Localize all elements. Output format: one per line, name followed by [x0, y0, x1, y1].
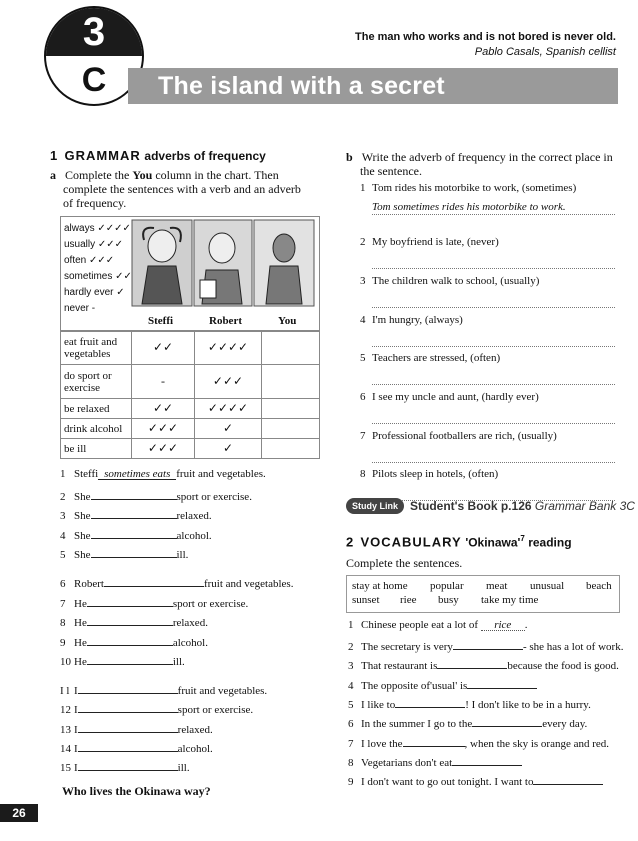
part-b-text-1: Write the adverb of frequency in the correct place in [361, 150, 613, 164]
illustrations [130, 218, 316, 310]
sentence-subject: She [74, 549, 91, 561]
sentence-number: 3 [60, 510, 66, 522]
sentence-ending: alcohol. [172, 637, 208, 649]
page-number: 26 [0, 804, 38, 822]
part-a-label: a [50, 168, 56, 182]
part-b-number: 5 [360, 352, 366, 364]
vocab-number: 2 [348, 641, 354, 653]
part-b-answer-line[interactable]: Tom sometimes rides his motorbike to work. [372, 201, 615, 215]
chart-row [61, 365, 320, 399]
chart-activity: be ill [61, 439, 132, 459]
vocab-text-before: The opposite of'usual' is [361, 680, 468, 692]
part-b-item [360, 314, 615, 347]
vocab-number: 7 [348, 738, 354, 750]
chart-steffi-value: ✓✓✓ [132, 439, 195, 459]
sentence-ending: ill. [172, 656, 185, 668]
part-b-label: b [346, 150, 353, 164]
sentence-item [60, 546, 188, 562]
part-b-text: Teachers are stressed, (often) [372, 352, 501, 364]
okinawa-question: Who lives the Okinawa way? [62, 784, 211, 798]
vocab-text-after: every day. [542, 718, 588, 730]
vocab-text-before: I like to [361, 699, 396, 711]
word-box-item: meat [486, 580, 508, 592]
study-link-badge[interactable]: Study Link [346, 498, 404, 514]
part-b-answer-line[interactable] [372, 371, 615, 385]
chart-steffi-value: ✓✓ [132, 331, 195, 365]
vocab-number: 6 [348, 718, 354, 730]
quote-text: The man who works and is not bored is never old. [355, 31, 616, 43]
chart-robert-value: ✓✓✓✓ [195, 331, 262, 365]
sentence-ending: fruit and vegetables. [176, 468, 266, 480]
vocab-text-before: I love the [361, 738, 403, 750]
sentence-ending: alcohol. [177, 743, 213, 755]
section-2-subtitle-end: reading [524, 535, 572, 550]
study-link-bold: Student's Book p.126 [410, 499, 532, 513]
vocab-answer-blank[interactable] [395, 696, 465, 708]
vocab-text-before: Vegetarians don't eat [361, 757, 453, 769]
vocab-item [348, 715, 587, 731]
word-box-item: sunset [352, 594, 380, 606]
sentence-item [60, 759, 190, 775]
vocab-number: 4 [348, 680, 354, 692]
sentence-number: 6 [60, 578, 66, 590]
sentence-ending: fruit and vegetables. [203, 578, 294, 590]
chart-robert-value: ✓ [195, 419, 262, 439]
chart-activity: be relaxed [61, 399, 132, 419]
part-b-item [360, 275, 615, 308]
vocab-answer-blank[interactable] [403, 735, 465, 747]
part-a-instruction [50, 168, 325, 210]
sentence-subject: He [74, 598, 87, 610]
part-b-text-2: the sentence. [360, 164, 422, 178]
chart-row [61, 439, 320, 459]
chart-steffi-value: ✓✓✓ [132, 419, 195, 439]
sentence-number: 10 [60, 656, 71, 668]
vocab-text-after: - she has a lot of work. [522, 641, 624, 653]
vocab-text-before: Chinese people eat a lot of [361, 619, 481, 631]
chart-robert-value: ✓✓✓✓ [195, 399, 262, 419]
sentence-ending: alcohol. [176, 530, 212, 542]
frequency-key-hardly-ever: hardly ever ✓ [64, 287, 125, 298]
you-illustration [254, 220, 314, 306]
vocab-item [348, 773, 603, 789]
word-box-item: beach [586, 580, 612, 592]
vocab-text-before: The secretary is very [361, 641, 453, 653]
frequency-key-often: often ✓✓✓ [64, 255, 115, 266]
chart-steffi-value: - [132, 365, 195, 399]
sentence-subject: She [74, 491, 91, 503]
frequency-key-usually: usually ✓✓✓ [64, 239, 124, 250]
vocab-item [348, 657, 619, 673]
vocab-number: 8 [348, 757, 354, 769]
part-b-item [360, 391, 615, 424]
sentence-number: 12 [60, 704, 71, 716]
vocab-answer-blank[interactable] [452, 754, 522, 766]
frequency-key [64, 221, 132, 317]
part-a-text-1: Complete the [65, 168, 133, 182]
part-b-number: 8 [360, 468, 366, 480]
vocab-number: 9 [348, 776, 354, 788]
sentence-number: 7 [60, 598, 66, 610]
vocab-answer-blank[interactable]: rice [481, 619, 525, 631]
vocab-answer-blank[interactable] [472, 715, 542, 727]
robert-illustration [194, 220, 252, 306]
part-a-text-3: complete the sentences with a verb and an adverb [63, 182, 301, 196]
sentence-subject: She [74, 530, 91, 542]
sentence-subject: He [74, 637, 87, 649]
chart-you-input[interactable] [262, 439, 320, 459]
vocab-answer-blank[interactable] [437, 657, 507, 669]
part-b-answer-line[interactable] [372, 294, 615, 308]
section-1-number: 1 [50, 148, 58, 163]
part-b-text: My boyfriend is late, (never) [372, 236, 499, 248]
sentence-ending: ill. [177, 762, 190, 774]
part-b-number: 4 [360, 314, 366, 326]
vocab-text-after: . [524, 619, 528, 631]
sentence-subject: I [74, 762, 78, 774]
frequency-chart [60, 330, 320, 459]
sentence-answer-blank[interactable]: sometimes eats [98, 468, 176, 480]
sentence-item [60, 507, 212, 523]
sentence-answer-blank[interactable] [87, 634, 173, 646]
sentence-item [60, 595, 248, 611]
vocab-text-after: , when the sky is orange and red. [464, 738, 610, 750]
sentence-ending: ill. [176, 549, 189, 561]
part-b-text: Professional footballers are rich, (usually) [372, 430, 557, 442]
part-b-number: 1 [360, 182, 366, 194]
vocab-text-before: In the summer I go to the [361, 718, 473, 730]
sentence-answer-blank[interactable] [91, 546, 177, 558]
steffi-illustration [132, 220, 192, 306]
sentence-ending: relaxed. [172, 617, 208, 629]
word-box-item: busy [438, 594, 459, 606]
chart-you-input[interactable] [262, 399, 320, 419]
vocab-text-before: That restaurant is [361, 660, 438, 672]
part-b-text: The children walk to school, (usually) [372, 275, 540, 287]
sentence-item [60, 468, 266, 481]
vocab-text-after: ! I don't like to be in a hurry. [465, 699, 591, 711]
word-box-item: take my time [481, 594, 539, 606]
part-b-text: I'm hungry, (always) [372, 314, 463, 326]
column-you: You [278, 315, 297, 327]
sentence-subject: I [74, 724, 78, 736]
sentence-item [60, 614, 208, 630]
sentence-item [60, 653, 185, 669]
sentence-subject: He [74, 656, 87, 668]
section-1-heading [50, 148, 266, 163]
part-b-item [360, 468, 615, 501]
sentence-answer-blank[interactable] [87, 653, 173, 665]
section-2-subtitle: 'Okinawa' [465, 535, 521, 550]
chart-robert-value: ✓✓✓ [195, 365, 262, 399]
sentence-ending: relaxed. [177, 724, 213, 736]
sentence-item [60, 527, 212, 543]
sentence-number: 2 [60, 491, 66, 503]
chart-activity: eat fruit and vegetables [61, 331, 132, 365]
chart-row [61, 331, 320, 365]
sentence-item [60, 740, 213, 756]
sentence-ending: relaxed. [176, 510, 212, 522]
sentence-number: 13 [60, 724, 71, 736]
vocab-answer-blank[interactable] [467, 677, 537, 689]
page-title: The island with a secret [158, 72, 445, 100]
sentence-ending: sport or exercise. [177, 704, 254, 716]
part-b-number: 2 [360, 236, 366, 248]
sentence-answer-blank[interactable] [91, 527, 177, 539]
sentence-answer-blank[interactable] [78, 740, 178, 752]
sentence-number: 9 [60, 637, 66, 649]
part-b-answer-line[interactable] [372, 333, 615, 347]
section-2-superscript: 7 [520, 534, 525, 543]
sentence-item [60, 701, 253, 717]
part-b-answer-line[interactable] [372, 449, 615, 463]
part-b-number: 6 [360, 391, 366, 403]
study-link-text[interactable] [410, 498, 635, 514]
sentence-answer-blank[interactable] [87, 614, 173, 626]
quote-author: Pablo Casals, Spanish cellist [474, 46, 616, 58]
sentence-subject: She [74, 510, 91, 522]
sentence-item [60, 682, 267, 698]
sentence-item [60, 721, 213, 737]
sentence-answer-blank[interactable] [78, 759, 178, 771]
part-b-instruction [346, 150, 621, 178]
part-a-text-2: column in the chart. Then [152, 168, 279, 182]
sentence-subject: I [74, 704, 78, 716]
vocab-number: 3 [348, 660, 354, 672]
column-steffi: Steffi [148, 315, 174, 327]
word-box-item: popular [430, 580, 464, 592]
sentence-number: 15 [60, 762, 71, 774]
sentence-number: 8 [60, 617, 66, 629]
part-b-number: 7 [360, 430, 366, 442]
unit-letter: C [81, 61, 107, 99]
sentence-subject: I [74, 685, 78, 697]
vocab-number: 1 [348, 619, 354, 631]
sentence-number: 14 [60, 743, 71, 755]
chart-robert-value: ✓ [195, 439, 262, 459]
section-1-subtitle: adverbs of frequency [144, 149, 266, 163]
word-box-item: stay at home [352, 580, 408, 592]
sentence-subject: He [74, 617, 87, 629]
part-b-item [360, 182, 615, 215]
sentence-answer-blank[interactable] [87, 595, 173, 607]
sentence-answer-blank[interactable] [78, 701, 178, 713]
study-link-italic: Grammar Bank 3C [534, 499, 635, 513]
vocab-number: 5 [348, 699, 354, 711]
vocab-item [348, 619, 528, 632]
sentence-answer-blank[interactable] [78, 721, 178, 733]
sentence-item [60, 634, 208, 650]
sentence-number: 4 [60, 530, 66, 542]
sentence-ending: sport or exercise. [172, 598, 249, 610]
vocab-item [348, 735, 609, 751]
part-b-answer-line[interactable] [372, 255, 615, 269]
sentence-answer-blank[interactable] [104, 575, 204, 587]
sentence-answer-blank[interactable] [91, 507, 177, 519]
part-b-text: Pilots sleep in hotels, (often) [372, 468, 499, 480]
part-b-answer-line[interactable] [372, 410, 615, 424]
sentence-answer-blank[interactable] [78, 682, 178, 694]
vocab-item [348, 696, 591, 712]
section-1-title: GRAMMAR [64, 148, 141, 163]
sentence-subject: I [74, 743, 78, 755]
word-box-item: unusual [530, 580, 565, 592]
frequency-key-always: always ✓✓✓✓ [64, 223, 131, 234]
word-box-item: riee [400, 594, 417, 606]
chart-you-input[interactable] [262, 419, 320, 439]
part-b-item [360, 430, 615, 463]
sentence-subject: Robert [74, 578, 104, 590]
part-b-item [360, 352, 615, 385]
chart-row [61, 399, 320, 419]
chart-steffi-value: ✓✓ [132, 399, 195, 419]
chart-activity: do sport or exercise [61, 365, 132, 399]
vocab-item [348, 754, 522, 770]
vocab-text-after: because the food is good. [507, 660, 619, 672]
sentence-number: 1 [60, 468, 66, 480]
sentence-subject: Steffi [74, 468, 99, 480]
sentence-item [60, 488, 252, 504]
frequency-key-sometimes: sometimes ✓✓ [64, 271, 132, 282]
part-b-item [360, 236, 615, 269]
column-robert: Robert [209, 315, 242, 327]
section-2-heading [346, 534, 572, 549]
vocab-item [348, 638, 623, 654]
section-2-title: VOCABULARY [360, 534, 462, 550]
chart-you-input[interactable] [262, 331, 320, 365]
part-b-text: I see my uncle and aunt, (hardly ever) [372, 391, 539, 403]
chart-activity: drink alcohol [61, 419, 132, 439]
sentence-answer-blank[interactable] [91, 488, 177, 500]
sentence-number: 5 [60, 549, 66, 561]
vocab-item [348, 677, 537, 693]
unit-number: 3 [82, 10, 106, 54]
section-2-instruction: Complete the sentences. [346, 556, 463, 570]
section-2-number: 2 [346, 534, 354, 550]
quote-block [355, 30, 616, 60]
part-a-text-bold: You [132, 168, 153, 182]
chart-you-input[interactable] [262, 365, 320, 399]
frequency-key-never: never - [64, 303, 96, 314]
vocab-answer-blank[interactable] [533, 773, 603, 785]
sentence-ending: fruit and vegetables. [177, 685, 268, 697]
sentence-ending: sport or exercise. [176, 491, 252, 503]
part-a-text-4: of frequency. [63, 196, 127, 210]
sentence-number: I l [60, 685, 70, 697]
chart-row [61, 419, 320, 439]
part-b-number: 3 [360, 275, 366, 287]
vocab-text-before: I don't want to go out tonight. I want to [361, 776, 534, 788]
vocab-answer-blank[interactable] [453, 638, 523, 650]
part-b-text: Tom rides his motorbike to work, (sometimes) [372, 182, 577, 194]
sentence-item [60, 575, 293, 591]
